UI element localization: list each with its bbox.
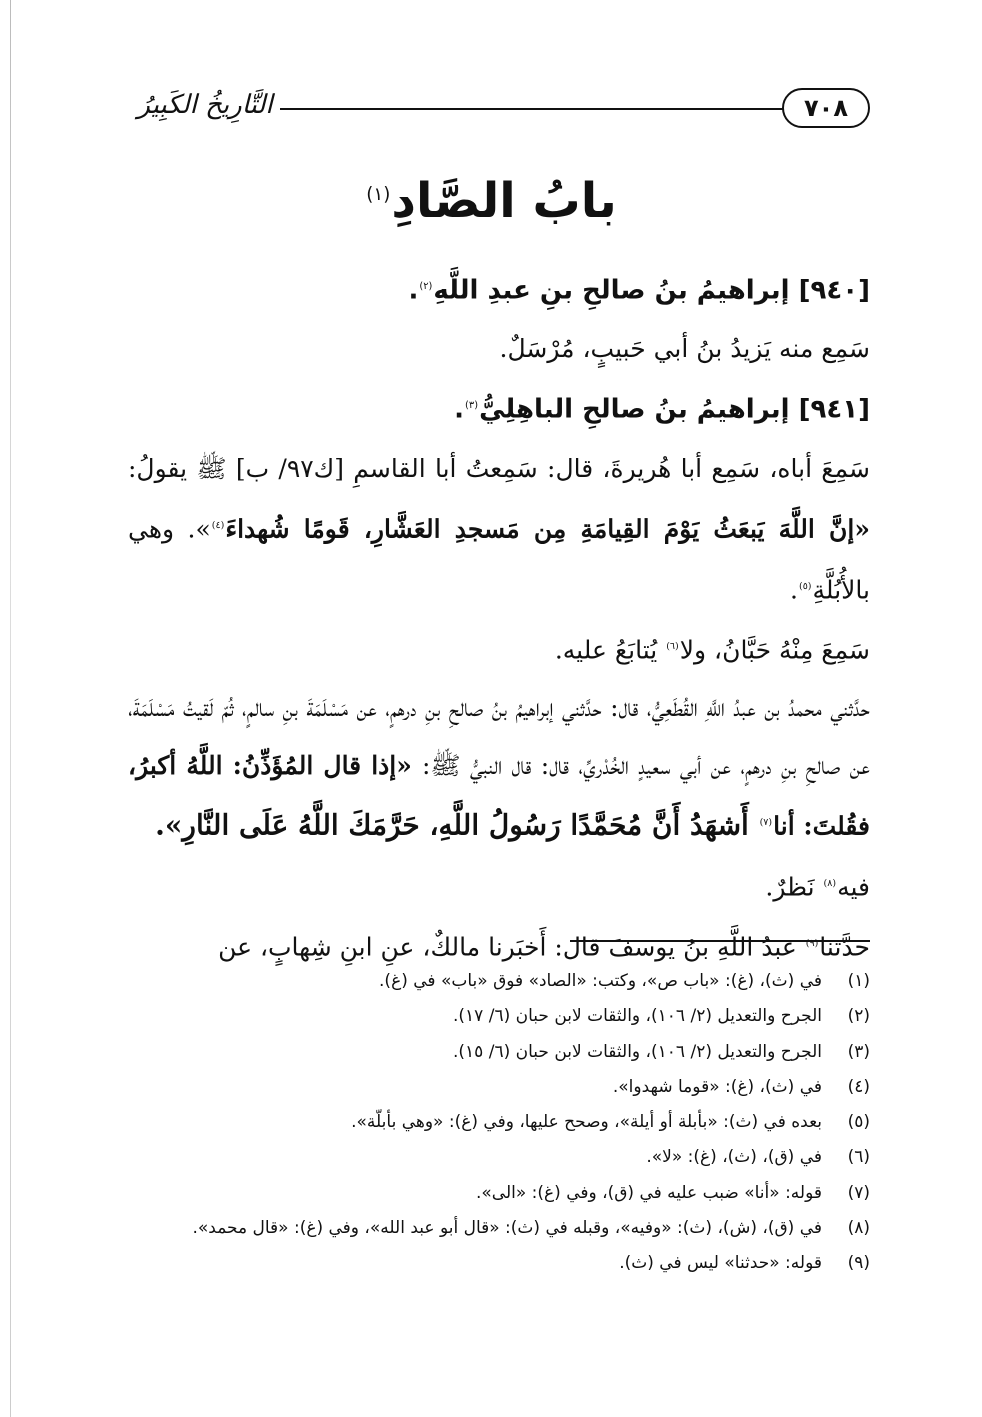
footnote-number: (١) bbox=[847, 971, 870, 991]
footnote-item bbox=[128, 1211, 870, 1246]
footnote-item bbox=[128, 1035, 870, 1070]
paragraph bbox=[128, 679, 870, 855]
footnote-text: الجرح والتعديل (٢/ ١٠٦)، والثقات لابن حبان (٦/ ١٥). bbox=[453, 1041, 822, 1062]
entry-heading bbox=[128, 258, 870, 320]
footnote-ref: (٥) bbox=[798, 580, 812, 592]
footnote-text: الجرح والتعديل (٢/ ١٠٦)، والثقات لابن حبان (٦/ ١٧). bbox=[453, 1006, 822, 1027]
footnote-item bbox=[128, 1070, 870, 1105]
footnote-item bbox=[128, 1246, 870, 1281]
footnote-number: (٢) bbox=[847, 1006, 870, 1027]
footnote-ref: (٨) bbox=[823, 877, 837, 889]
footnote-text: قوله: «أنا» ضبب عليه في (ق)، وفي (غ): «الى». bbox=[475, 1182, 822, 1203]
hadith-quote: «إذا قال المُؤَذِّنُ: اللَّهُ أكبرُ، فقُلتَ: أنا bbox=[128, 750, 870, 841]
hadith-quote: «إنَّ اللَّهَ يَبعَثُ يَوْمَ القِيامَةِ مِن مَسجدِ العَشَّارِ، قَومًا شُهداءَ bbox=[225, 514, 870, 544]
paragraph-text: فيه bbox=[837, 872, 870, 902]
paragraph-text: سَمِعَ مِنْهُ حَبَّانُ، ولا bbox=[679, 635, 870, 665]
running-title: التَّارِيخُ الكَبِيرُ bbox=[137, 90, 273, 120]
footnote-item bbox=[128, 964, 870, 999]
footnote-ref: (٦) bbox=[666, 641, 679, 653]
text-line: سَمِع منه يَزيدُ بنُ أبي حَبيبٍ، مُرْسَلٌ. bbox=[499, 334, 870, 364]
footnote-text: بعده في (ث): «بأبلة أو أيلة»، وصحح عليها، وفي (غ): «وهي بأبلّة». bbox=[351, 1112, 822, 1133]
paragraph-text: ». وهي بالأُبُلَّةِ bbox=[128, 514, 870, 604]
footnote-item bbox=[128, 999, 870, 1034]
footnote-number: (٨) bbox=[847, 1218, 870, 1239]
page-number-badge: ٧٠٨ bbox=[782, 88, 870, 128]
paragraph-text: حدَّثنا bbox=[819, 932, 870, 962]
footnote-separator bbox=[570, 940, 870, 942]
paragraph bbox=[128, 440, 870, 619]
footnote-number: (٤) bbox=[847, 1076, 870, 1097]
hadith-quote: أَشهَدُ أَنَّ مُحَمَّدًا رَسُولُ اللَّهِ، حَرَّمَكَ اللَّهُ عَلَى النَّارِ». bbox=[155, 808, 759, 842]
footnote-ref: (٢) bbox=[419, 281, 433, 292]
entry-heading-text: [٩٤٠] إبراهيمُ بنُ صالحِ بنِ عبدِ اللَّهِ bbox=[433, 275, 870, 306]
header-rule bbox=[280, 108, 784, 110]
footnote-text: في (ث)، (غ): «باب ص»، وكتب: «الصاد» فوق «باب» في (غ). bbox=[379, 971, 822, 991]
footnote-number: (٥) bbox=[847, 1112, 870, 1133]
footnote-ref: (٧) bbox=[759, 816, 773, 828]
paragraph bbox=[128, 855, 870, 916]
paragraph-text: حدَّثني محمدُ بن عبدُ اللَّهِ القُطَعِيُّ، قال: حدَّثني إبراهيمُ بنُ صالحِ بنِ درهمٍ، عن مَسْلَمَةَ بنِ سالمٍ، ثُمّ لَقيتُ مَسْلَمَةَ، عن صالحِ بنِ درهمٍ، عن أبي سعيدٍ الخُدْريِّ، قال: قال النبيُّ ﷺ: bbox=[128, 693, 870, 780]
footnote-text: في (ث)، (غ): «قوما شهدوا». bbox=[612, 1076, 822, 1097]
footnote-text: قوله: «حدثنا» ليس في (ث). bbox=[619, 1253, 822, 1274]
entry-heading-text: [٩٤١] إبراهيمُ بنُ صالحِ الباهِلِيُّ bbox=[479, 395, 870, 426]
footnote-number: (٩) bbox=[847, 1253, 870, 1274]
heading-end: . bbox=[408, 275, 419, 306]
paragraph-text: يُتابَعُ عليه. bbox=[554, 635, 666, 665]
footnote-item bbox=[128, 1140, 870, 1175]
paragraph-text: . bbox=[790, 575, 798, 604]
paragraph bbox=[128, 618, 870, 679]
chapter-title-text: بابُ الصَّادِ bbox=[391, 173, 617, 229]
footnote-ref: (٩) bbox=[805, 938, 819, 950]
footnote-ref: (١) bbox=[366, 184, 391, 205]
footnote-number: (٦) bbox=[847, 1147, 870, 1168]
heading-end: . bbox=[454, 395, 465, 426]
main-text bbox=[128, 258, 870, 976]
footnote-item bbox=[128, 1176, 870, 1211]
footnote-ref: (٣) bbox=[465, 400, 479, 412]
footnote-text: في (ق)، (ش)، (ث): «وفيه»، وقبله في (ث): «قال أبو عبد الله»، وفي (غ): «قال محمد». bbox=[192, 1218, 822, 1239]
footnote-number: (٧) bbox=[847, 1182, 870, 1203]
footnote-text: في (ق)، (ث)، (غ): «لا». bbox=[646, 1147, 822, 1168]
paragraph-text: سَمِعَ أباه، سَمِع أبا هُريرةَ، قال: سَمِعتُ أبا القاسمِ [ك٩٧/ ب] ﷺ يقولُ: bbox=[128, 453, 871, 483]
footnote-item bbox=[128, 1105, 870, 1140]
page-header bbox=[130, 86, 870, 136]
footnotes-list bbox=[128, 964, 870, 1282]
paragraph-text: عبدُ اللَّهِ بنُ يوسفَ قال: أَخبَرنا مالكٌ، عنِ ابنِ شِهابٍ، عن bbox=[218, 932, 805, 962]
footnote-ref: (٤) bbox=[211, 519, 225, 531]
footnote-number: (٣) bbox=[847, 1041, 870, 1062]
paragraph-text: نَظرٌ. bbox=[765, 872, 823, 902]
entry-heading bbox=[128, 377, 870, 439]
chapter-title bbox=[0, 160, 982, 236]
